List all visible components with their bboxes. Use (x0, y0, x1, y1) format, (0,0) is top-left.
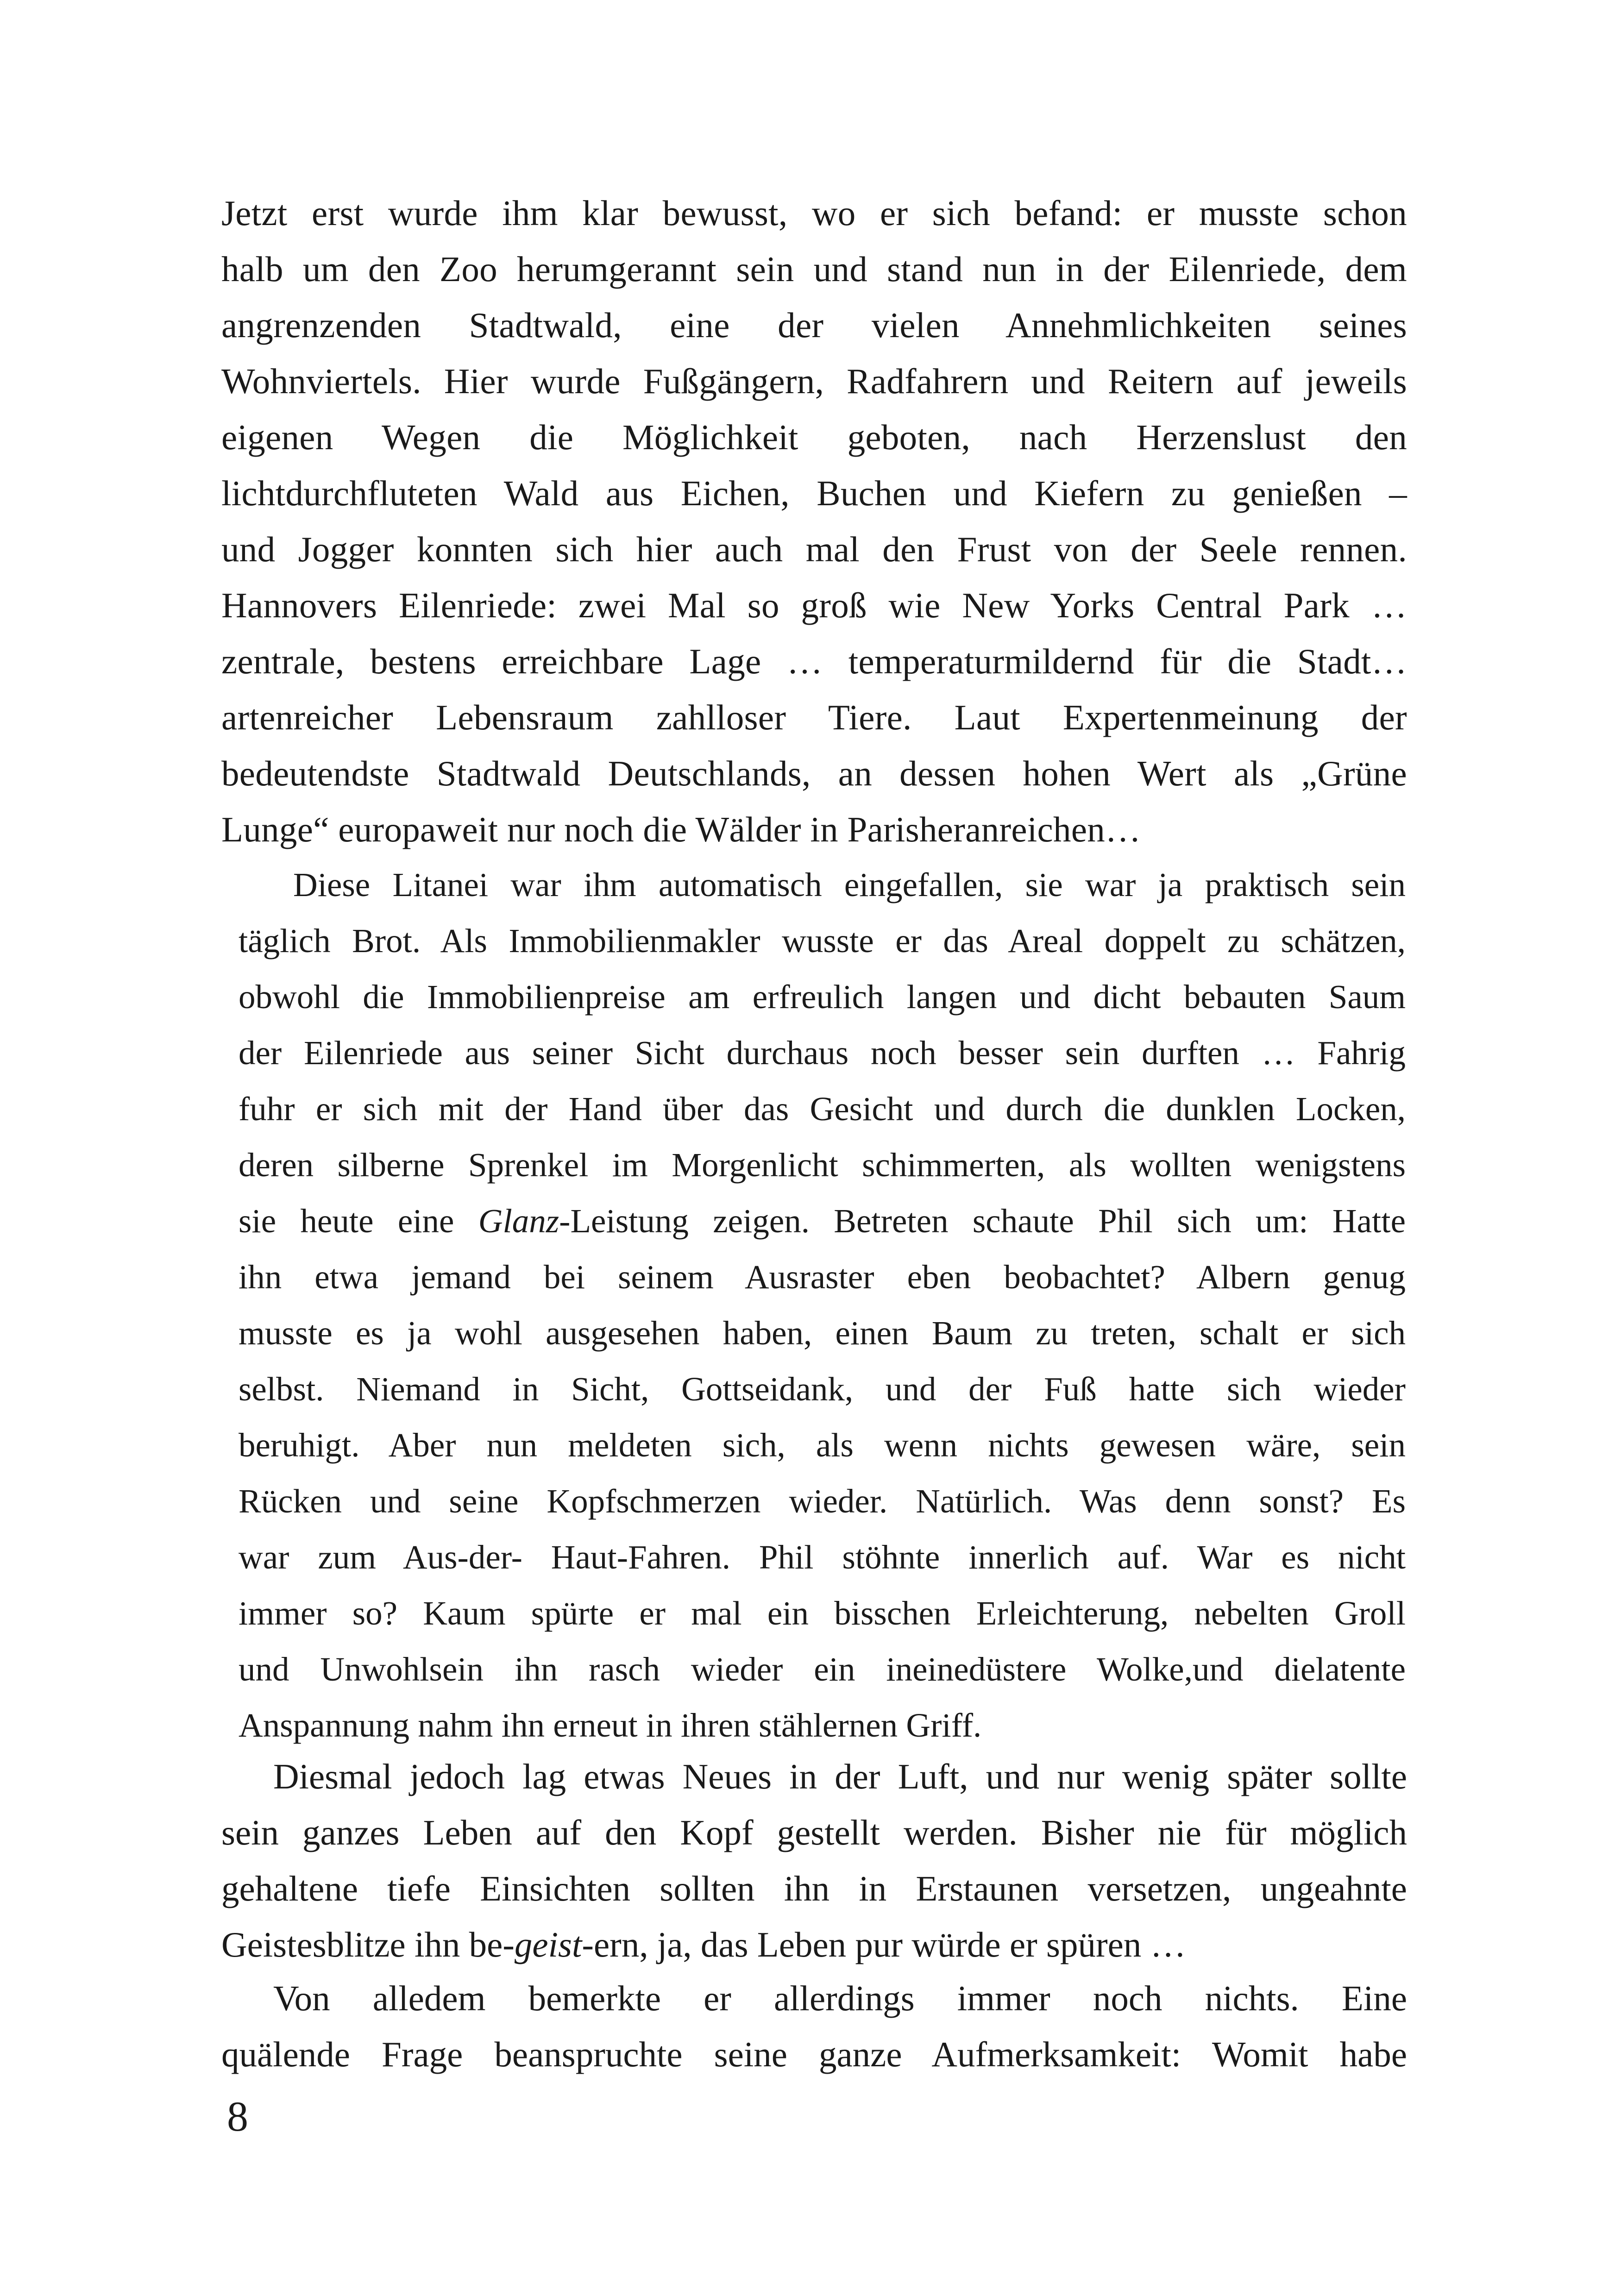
text-line: und Jogger konnten sich hier auch mal den Frust von der Seele rennen. (221, 529, 1407, 569)
paragraph-4 (221, 1970, 1407, 2083)
text-line: musste es ja wohl ausgesehen haben, einen Baum zu treten, schalt er sich (239, 1314, 1406, 1352)
text-line: immer so? Kaum spürte er mal ein bisschen Erleichterung, nebelten Groll (239, 1594, 1406, 1632)
text-segment: -Leistung zeigen. Betreten schaute Phil sich um: Hatte (559, 1202, 1406, 1240)
text-line: quälende Frage beanspruchte seine ganze Aufmerksamkeit: Womit habe (221, 2034, 1407, 2074)
text-segment: -ern, ja, das Leben pur würde er spüren … (582, 1925, 1186, 1964)
text-line (221, 1917, 1407, 1973)
paragraph-1 (221, 185, 1407, 858)
italic-word: geist (514, 1925, 582, 1964)
text-line: zentrale, bestens erreichbare Lage … temperaturmildernd für die Stadt… (221, 641, 1407, 681)
italic-word: Glanz (478, 1202, 559, 1240)
text-line: Anspannung nahm ihn erneut in ihren stählernen Griff. (239, 1706, 982, 1744)
text-line: fuhr er sich mit der Hand über das Gesicht und durch die dunklen Locken, (239, 1090, 1406, 1128)
text-line: halb um den Zoo herumgerannt sein und stand nun in der Eilenriede, dem (221, 249, 1407, 289)
text-line: sein ganzes Leben auf den Kopf gestellt werden. Bisher nie für möglich (221, 1813, 1407, 1852)
text-line: und Unwohlsein ihn rasch wieder ein ineinedüstere Wolke,und dielatente (239, 1650, 1406, 1688)
text-line: Wohnviertels. Hier wurde Fußgängern, Radfahrern und Reitern auf jeweils (221, 361, 1407, 401)
text-line: Diese Litanei war ihm automatisch eingefallen, sie war ja praktisch sein (293, 866, 1406, 903)
text-line: Jetzt erst wurde ihm klar bewusst, wo er sich befand: er musste schon (221, 193, 1407, 233)
paragraph-2 (239, 857, 1406, 1753)
text-line: Von alledem bemerkte er allerdings immer noch nichts. Eine (273, 1978, 1407, 2018)
text-line: der Eilenriede aus seiner Sicht durchaus noch besser sein durften … Fahrig (239, 1034, 1406, 1072)
text-line: obwohl die Immobilienpreise am erfreulich langen und dicht bebauten Saum (239, 978, 1406, 1016)
text-segment: Geistesblitze ihn be- (221, 1925, 515, 1964)
text-line: ihn etwa jemand bei seinem Ausraster eben beobachtet? Albern genug (239, 1258, 1406, 1296)
text-line: gehaltene tiefe Einsichten sollten ihn in Erstaunen versetzen, ungeahnte (221, 1869, 1407, 1908)
text-segment: sie heute eine (239, 1202, 478, 1240)
text-line: täglich Brot. Als Immobilienmakler wusste er das Areal doppelt zu schätzen, (239, 922, 1406, 960)
text-line: bedeutendste Stadtwald Deutschlands, an dessen hohen Wert als „Grüne (221, 753, 1407, 793)
text-line: artenreicher Lebensraum zahlloser Tiere. Laut Expertenmeinung der (221, 697, 1407, 737)
paragraph-3 (221, 1749, 1407, 1973)
text-line (239, 1193, 1406, 1249)
text-line: selbst. Niemand in Sicht, Gottseidank, und der Fuß hatte sich wieder (239, 1370, 1406, 1408)
text-line: Hannovers Eilenriede: zwei Mal so groß wie New Yorks Central Park … (221, 585, 1407, 625)
text-line: deren silberne Sprenkel im Morgenlicht schimmerten, als wollten wenigstens (239, 1146, 1406, 1184)
text-line: Diesmal jedoch lag etwas Neues in der Luft, und nur wenig später sollte (273, 1757, 1407, 1796)
text-line: angrenzenden Stadtwald, eine der vielen Annehmlichkeiten seines (221, 305, 1407, 345)
text-line: Lunge“ europaweit nur noch die Wälder in Parisheranreichen… (221, 809, 1141, 849)
page-number: 8 (227, 2093, 248, 2140)
text-line: lichtdurchfluteten Wald aus Eichen, Buchen und Kiefern zu genießen – (221, 473, 1407, 513)
text-line: war zum Aus-der- Haut-Fahren. Phil stöhnte innerlich auf. War es nicht (239, 1538, 1406, 1576)
text-line: eigenen Wegen die Möglichkeit geboten, nach Herzenslust den (221, 417, 1407, 457)
text-line: beruhigt. Aber nun meldeten sich, als wenn nichts gewesen wäre, sein (239, 1426, 1406, 1464)
text-line: Rücken und seine Kopfschmerzen wieder. Natürlich. Was denn sonst? Es (239, 1482, 1406, 1520)
